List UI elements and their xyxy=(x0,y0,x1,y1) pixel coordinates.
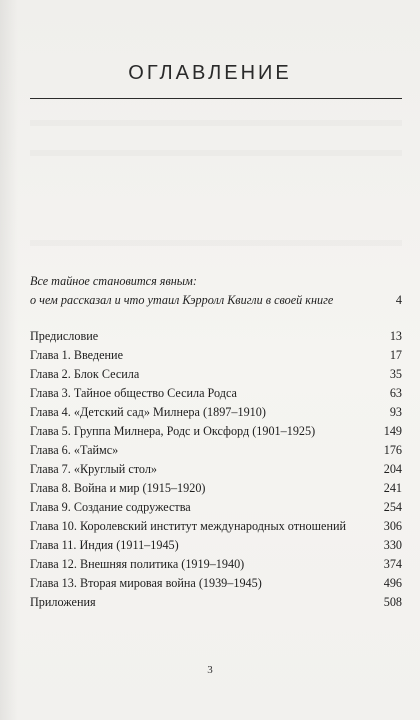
toc-entry-label: Глава 9. Создание содружества xyxy=(30,500,191,514)
toc-entry xyxy=(30,517,402,536)
toc-entry-page: 496 xyxy=(383,576,402,590)
toc-entry xyxy=(30,479,402,498)
toc-entry-label: Глава 8. Война и мир (1915–1920) xyxy=(30,481,206,495)
page-number: 3 xyxy=(207,664,213,676)
toc-entry xyxy=(30,593,402,612)
toc-entry-page: 17 xyxy=(389,348,402,362)
toc-entry xyxy=(30,365,402,384)
toc-entry-label: Глава 2. Блок Сесила xyxy=(30,367,140,381)
toc-entry-label: Глава 12. Внешняя политика (1919–1940) xyxy=(30,557,245,571)
toc-entry-label: Глава 4. «Детский сад» Милнера (1897–1910) xyxy=(30,405,266,419)
toc-entry-label: Приложения xyxy=(30,595,96,609)
toc-entry-label: Глава 10. Королевский институт международных отношений xyxy=(30,519,347,533)
table-of-contents xyxy=(30,272,402,612)
toc-entry-label: Глава 6. «Таймс» xyxy=(30,443,119,457)
toc-entry-page: 204 xyxy=(383,462,402,476)
toc-entry-page: 254 xyxy=(383,500,402,514)
spacer xyxy=(30,310,402,327)
toc-entry-page: 374 xyxy=(383,557,402,571)
toc-entry xyxy=(30,403,402,422)
toc-entry xyxy=(30,327,402,346)
intro-line-2 xyxy=(30,291,402,310)
show-through xyxy=(30,150,402,156)
toc-entry-label: Глава 5. Группа Милнера, Родс и Оксфорд (1901–1925) xyxy=(30,424,316,438)
page-title: ОГЛАВЛЕНИЕ xyxy=(128,62,292,84)
toc-entry-page: 176 xyxy=(383,443,402,457)
toc-entry xyxy=(30,574,402,593)
toc-entry-page: 508 xyxy=(383,595,402,609)
show-through xyxy=(30,240,402,246)
intro-page-number: 4 xyxy=(395,293,402,307)
intro-line-1-label: Все тайное становится явным: xyxy=(30,274,197,288)
toc-entry xyxy=(30,460,402,479)
toc-entry-page: 149 xyxy=(383,424,402,438)
toc-entry-label: Глава 11. Индия (1911–1945) xyxy=(30,538,179,552)
toc-entry xyxy=(30,422,402,441)
toc-entry xyxy=(30,536,402,555)
toc-entry-page: 93 xyxy=(389,405,402,419)
spine-shadow xyxy=(0,0,18,720)
toc-entry-page: 330 xyxy=(383,538,402,552)
toc-entry-page: 306 xyxy=(383,519,402,533)
intro-line-1 xyxy=(30,272,402,291)
toc-entry xyxy=(30,555,402,574)
title-rule xyxy=(30,98,402,99)
toc-entry-label: Глава 7. «Круглый стол» xyxy=(30,462,158,476)
toc-entry xyxy=(30,346,402,365)
toc-entry-label: Глава 13. Вторая мировая война (1939–1945) xyxy=(30,576,262,590)
toc-entry xyxy=(30,441,402,460)
toc-entry-page: 13 xyxy=(389,329,402,343)
toc-entry-label: Глава 1. Введение xyxy=(30,348,123,362)
intro-line-2-label: о чем рассказал и что утаил Кэрролл Квигли в своей книге xyxy=(30,293,334,307)
toc-entry-page: 35 xyxy=(389,367,402,381)
toc-entry-page: 63 xyxy=(389,386,402,400)
toc-entry-label: Глава 3. Тайное общество Сесила Родса xyxy=(30,386,237,400)
toc-entry xyxy=(30,384,402,403)
toc-entry-page: 241 xyxy=(383,481,402,495)
show-through xyxy=(30,120,402,126)
toc-entry xyxy=(30,498,402,517)
toc-entry-label: Предисловие xyxy=(30,329,99,343)
